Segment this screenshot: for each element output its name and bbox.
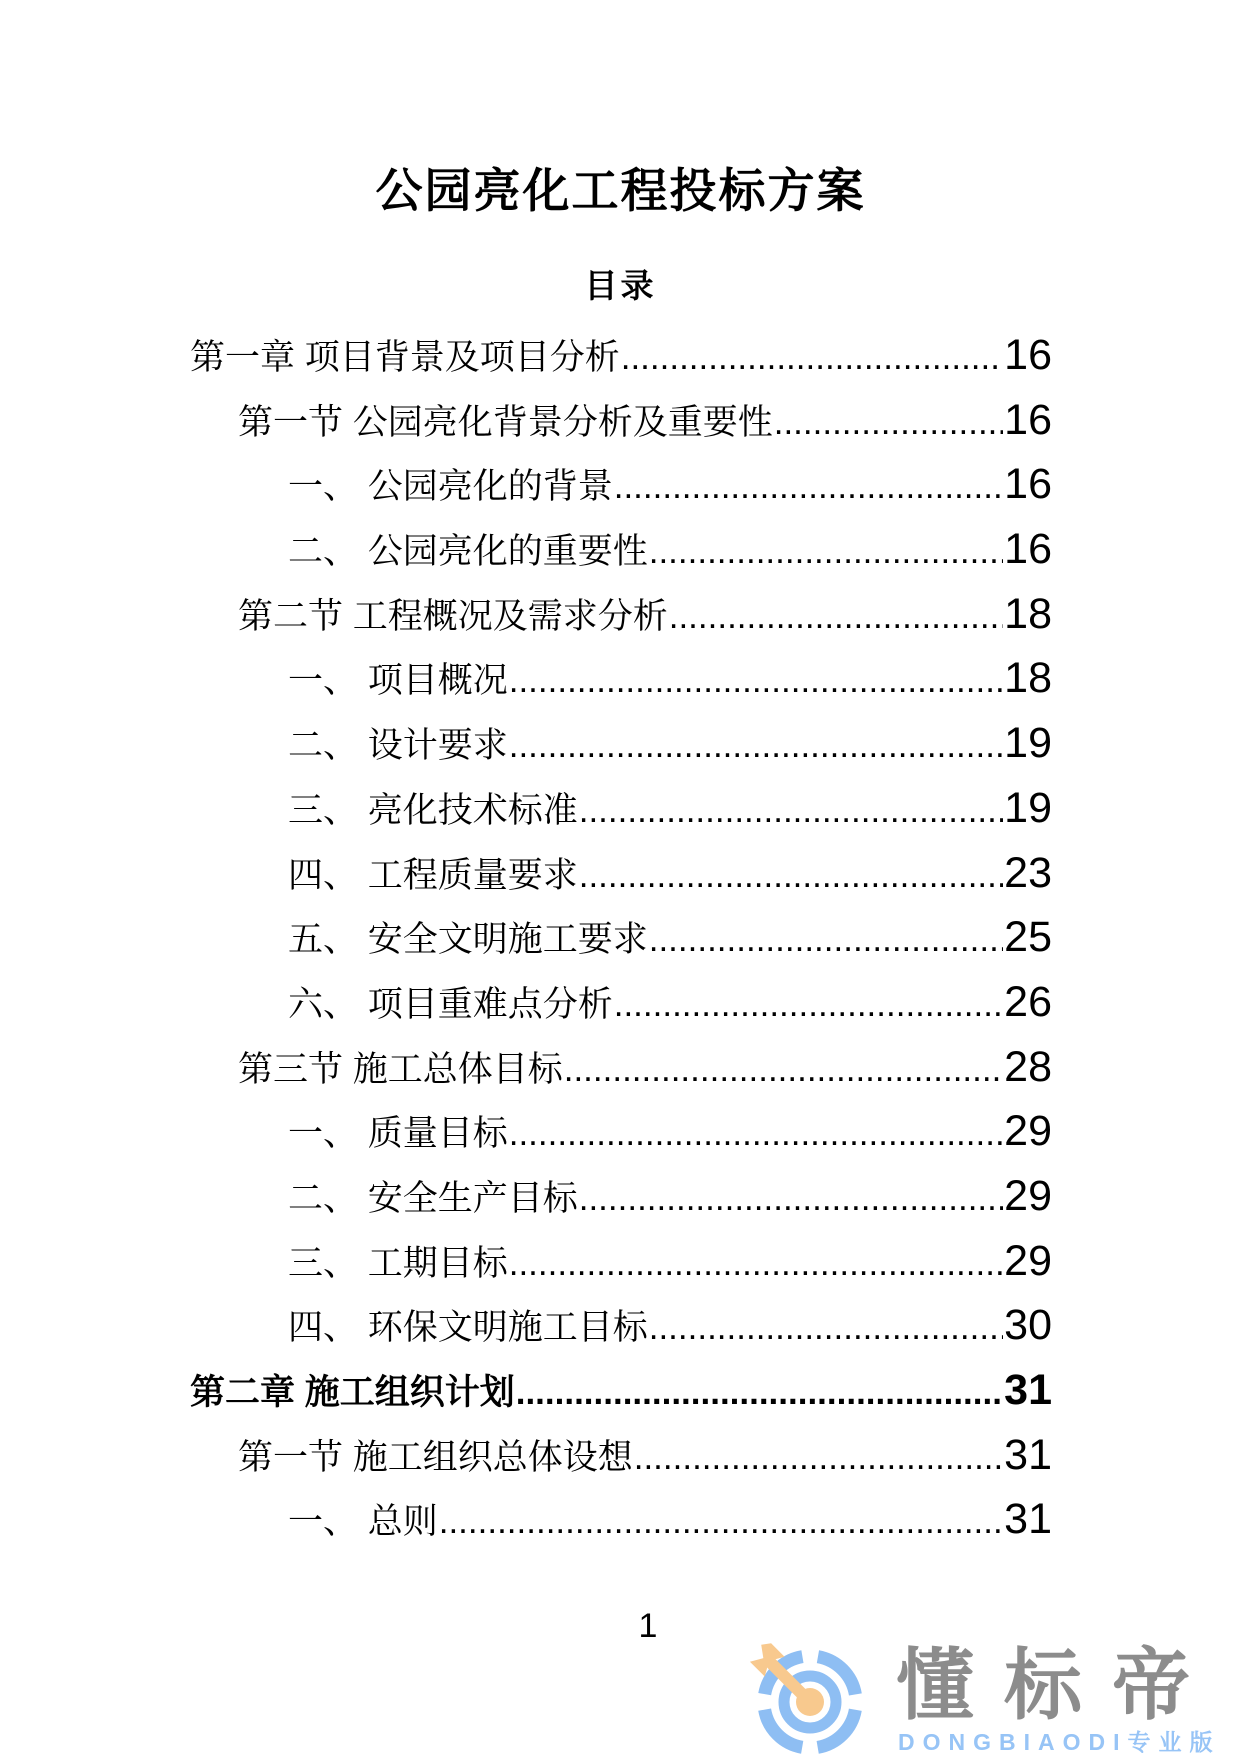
toc-entry-label: 第一节 公园亮化背景分析及重要性 xyxy=(238,402,773,442)
toc-entry-page: 16 xyxy=(1004,460,1052,509)
toc-entry[interactable] xyxy=(190,1229,1052,1294)
toc-entry-label: 第一节 施工组织总体设想 xyxy=(238,1437,633,1477)
toc-dot-leader xyxy=(649,908,1003,973)
toc-dot-leader xyxy=(634,1426,1003,1491)
toc-dot-leader xyxy=(614,455,1003,520)
toc-entry-page: 16 xyxy=(1004,395,1052,444)
toc-entry-page: 16 xyxy=(1004,331,1052,379)
toc-entry-page: 19 xyxy=(1004,783,1052,832)
toc-entry-page: 25 xyxy=(1004,913,1052,962)
toc-entry[interactable] xyxy=(190,1164,1052,1229)
toc-dot-leader xyxy=(516,1361,1003,1426)
toc-entry-page: 29 xyxy=(1004,1236,1052,1285)
toc-entry[interactable] xyxy=(190,841,1052,906)
toc-dot-leader xyxy=(509,1232,1003,1297)
toc-dot-leader xyxy=(579,779,1003,844)
toc-entry-page: 19 xyxy=(1004,719,1052,768)
toc-entry-label: 六、 项目重难点分析 xyxy=(288,984,613,1024)
toc-dot-leader xyxy=(579,844,1003,909)
toc-entry[interactable] xyxy=(190,323,1052,388)
toc-entry-page: 31 xyxy=(1004,1430,1052,1479)
toc-entry[interactable] xyxy=(190,1099,1052,1164)
toc-entry[interactable] xyxy=(190,388,1052,453)
toc-entry-label: 第二章 施工组织计划 xyxy=(190,1373,515,1412)
toc-entry[interactable] xyxy=(190,452,1052,517)
toc-entry-page: 31 xyxy=(1004,1495,1052,1544)
toc-dot-leader xyxy=(614,973,1003,1038)
toc-dot-leader xyxy=(509,649,1003,714)
brand-name: 懂标帝 xyxy=(896,1641,1221,1729)
toc-dot-leader xyxy=(564,1038,1003,1103)
toc-entry-page: 18 xyxy=(1004,654,1052,703)
toc-entry-page: 31 xyxy=(1004,1366,1052,1414)
toc-entry-page: 26 xyxy=(1004,977,1052,1026)
toc-entry[interactable] xyxy=(190,1035,1052,1100)
toc-entry-label: 一、 项目概况 xyxy=(288,661,508,701)
toc-entry-label: 四、 工程质量要求 xyxy=(288,855,578,895)
toc-dot-leader xyxy=(509,714,1003,779)
target-dart-icon xyxy=(746,1626,874,1754)
toc-entry[interactable] xyxy=(190,776,1052,841)
toc-entry-label: 第一章 项目背景及项目分析 xyxy=(190,338,620,377)
toc-entry-label: 一、 质量目标 xyxy=(288,1114,508,1154)
toc-entry[interactable] xyxy=(190,1358,1052,1423)
toc-dot-leader xyxy=(669,585,1003,650)
toc-entry[interactable] xyxy=(190,517,1052,582)
toc-entry-label: 第二节 工程概况及需求分析 xyxy=(238,596,668,636)
toc-entry-page: 16 xyxy=(1004,525,1052,574)
toc-heading: 目录 xyxy=(584,267,657,304)
toc-entry[interactable] xyxy=(190,1293,1052,1358)
toc-entry-label: 一、 公园亮化的背景 xyxy=(288,467,613,507)
toc-entry-page: 29 xyxy=(1004,1171,1052,1220)
toc-dot-leader xyxy=(439,1490,1003,1555)
toc-entry-label: 二、 公园亮化的重要性 xyxy=(288,532,648,572)
toc-entry[interactable] xyxy=(190,1487,1052,1552)
toc-entry-label: 一、 总则 xyxy=(288,1502,438,1542)
toc-entry-label: 二、 安全生产目标 xyxy=(288,1178,578,1218)
page-number: 1 xyxy=(638,1607,658,1645)
toc-dot-leader xyxy=(774,391,1003,456)
toc-entry-page: 28 xyxy=(1004,1042,1052,1091)
toc-entry[interactable] xyxy=(190,970,1052,1035)
toc-entry-page: 23 xyxy=(1004,848,1052,897)
toc-entry-label: 五、 安全文明施工要求 xyxy=(288,920,648,960)
toc-entry-label: 二、 设计要求 xyxy=(288,726,508,766)
toc-dot-leader xyxy=(649,1296,1003,1361)
toc-entry-page: 18 xyxy=(1004,589,1052,638)
toc-entry-page: 30 xyxy=(1004,1301,1052,1350)
toc-dot-leader xyxy=(649,520,1003,585)
toc-entry-page: 29 xyxy=(1004,1107,1052,1156)
document-title: 公园亮化工程投标方案 xyxy=(375,164,866,217)
toc-entry[interactable] xyxy=(190,711,1052,776)
toc-entry[interactable] xyxy=(190,905,1052,970)
toc-dot-leader xyxy=(509,1102,1003,1167)
toc-entry[interactable] xyxy=(190,582,1052,647)
toc-list xyxy=(190,323,1052,1552)
toc-entry-label: 三、 工期目标 xyxy=(288,1243,508,1283)
toc-entry[interactable] xyxy=(190,646,1052,711)
toc-entry-label: 四、 环保文明施工目标 xyxy=(288,1308,648,1348)
toc-entry-label: 三、 亮化技术标准 xyxy=(288,790,578,830)
toc-entry[interactable] xyxy=(190,1423,1052,1488)
toc-entry-label: 第三节 施工总体目标 xyxy=(238,1049,563,1089)
toc-dot-leader xyxy=(579,1167,1003,1232)
brand-subtitle: DONGBIAODI专业版 xyxy=(898,1729,1221,1754)
toc-dot-leader xyxy=(621,326,1003,391)
